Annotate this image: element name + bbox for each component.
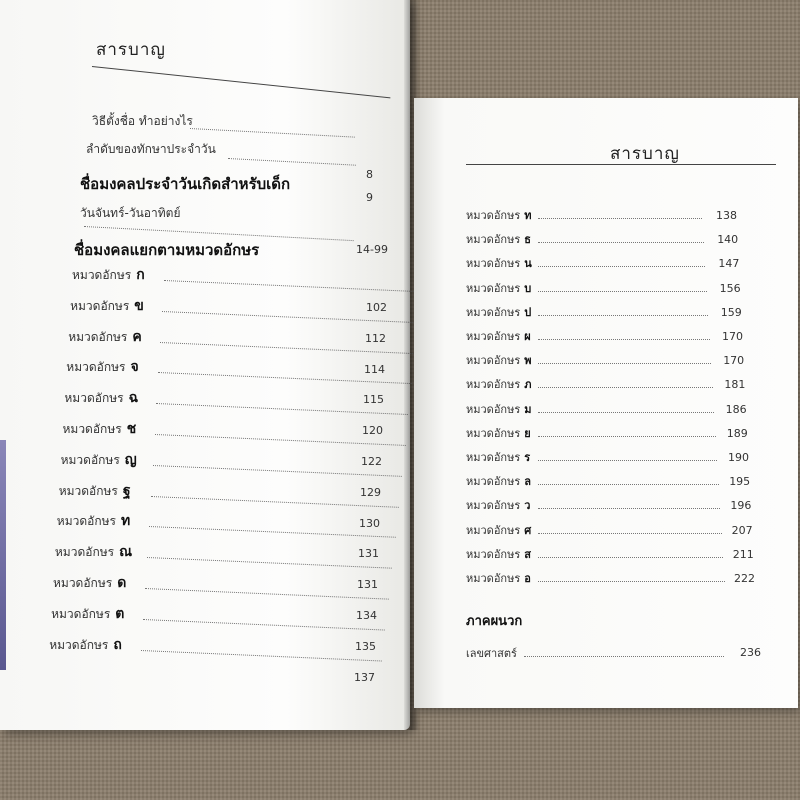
leader-dots: [228, 158, 356, 166]
category-prefix: หมวดอักษร: [58, 483, 118, 498]
toc-category-row: [466, 351, 532, 369]
leader-dots: [190, 128, 355, 138]
category-prefix: หมวดอักษร: [72, 268, 132, 282]
toc-entry-weekdays: วันจันทร์-วันอาทิตย์: [80, 206, 181, 220]
page-number: 9: [366, 191, 373, 204]
toc-category-row: [466, 279, 531, 297]
toc-category-row: [466, 327, 531, 345]
page-number: 190: [728, 451, 749, 464]
toc-category-row: [66, 356, 138, 378]
category-letter: ล: [524, 475, 531, 489]
page-number: 236: [740, 646, 761, 659]
title-rule: [466, 164, 776, 165]
category-prefix: หมวดอักษร: [466, 499, 521, 513]
category-letter: ผ: [524, 330, 531, 343]
leader-dots: [538, 557, 723, 558]
category-letter: ป: [524, 305, 532, 319]
category-prefix: หมวดอักษร: [64, 391, 124, 406]
category-prefix: หมวดอักษร: [466, 354, 521, 368]
leader-dots: [538, 460, 717, 461]
leader-dots: [143, 619, 385, 631]
category-letter: ค: [132, 328, 142, 345]
category-prefix: หมวดอักษร: [66, 360, 126, 375]
toc-category-row: [51, 603, 124, 625]
toc-category-row: [466, 569, 531, 587]
title-rule: [92, 66, 390, 98]
leader-dots: [145, 588, 388, 600]
category-letter: ท: [524, 209, 532, 222]
page-number: 211: [732, 547, 754, 561]
category-letter: ท: [120, 513, 131, 530]
left-page: [0, 0, 410, 730]
toc-category-row: [59, 480, 131, 502]
category-prefix: หมวดอักษร: [62, 422, 122, 436]
leader-dots: [538, 218, 702, 219]
category-letter: ว: [524, 499, 531, 513]
category-prefix: หมวดอักษร: [466, 547, 521, 561]
leader-dots: [538, 242, 704, 243]
section-birthday-names: ชื่อมงคลประจำวันเกิดสำหรับเด็ก: [80, 175, 291, 193]
page-number: 114: [364, 362, 385, 376]
toc-category-row: [466, 254, 532, 272]
toc-category-row: [53, 572, 126, 594]
page-number: 129: [360, 485, 381, 499]
toc-category-row: [466, 521, 531, 539]
book-cover-edge: [0, 440, 6, 670]
toc-category-row: [466, 375, 532, 393]
category-letter: พ: [524, 354, 532, 368]
category-letter: ณ: [119, 544, 133, 561]
category-prefix: หมวดอักษร: [49, 637, 109, 652]
category-prefix: หมวดอักษร: [466, 451, 521, 464]
category-letter: จ: [130, 359, 139, 376]
toc-entry-daily-order: ลำดับของทักษาประจำวัน: [86, 142, 216, 156]
page-number: 159: [720, 305, 742, 319]
category-prefix: หมวดอักษร: [51, 606, 111, 621]
leader-dots: [538, 412, 714, 413]
right-page-title: สารบาญ: [610, 144, 680, 164]
page-number: 195: [729, 475, 751, 489]
category-letter: ต: [115, 605, 125, 622]
page-number: 196: [730, 499, 752, 513]
toc-category-row: [466, 448, 530, 466]
leader-dots: [538, 508, 720, 509]
page-number: 181: [724, 378, 746, 392]
page-number: 135: [355, 639, 376, 653]
page-number: 137: [354, 670, 375, 684]
leader-dots: [538, 484, 719, 485]
category-letter: ย: [524, 426, 531, 440]
category-prefix: หมวดอักษร: [466, 305, 521, 319]
toc-entry-numerology: เลขศาสตร์: [466, 647, 517, 660]
page-number: 102: [366, 301, 387, 314]
page-number: 189: [726, 426, 748, 440]
page-number: 130: [359, 516, 380, 530]
category-letter: ถ: [113, 636, 122, 653]
category-prefix: หมวดอักษร: [56, 514, 116, 529]
category-letter: ช: [126, 421, 137, 437]
section-letter-categories: ชื่อมงคลแยกตามหมวดอักษร: [74, 241, 260, 259]
page-number: 147: [718, 257, 740, 271]
category-letter: อ: [524, 572, 531, 585]
category-prefix: หมวดอักษร: [466, 402, 521, 416]
page-number: 120: [362, 424, 383, 438]
category-letter: ธ: [524, 233, 531, 247]
category-prefix: หมวดอักษร: [466, 378, 521, 392]
category-letter: ภ: [524, 378, 532, 392]
category-letter: ฐ: [122, 482, 131, 499]
page-number: 207: [731, 523, 753, 537]
category-letter: ม: [524, 402, 532, 416]
leader-dots: [538, 436, 716, 437]
leader-dots: [538, 387, 713, 388]
page-number: 134: [356, 609, 377, 622]
category-prefix: หมวดอักษร: [466, 523, 521, 537]
toc-category-row: [466, 230, 531, 248]
toc-category-row: [63, 418, 137, 440]
page-number: 222: [734, 572, 755, 585]
leader-dots: [538, 315, 708, 316]
category-prefix: หมวดอักษร: [466, 281, 521, 295]
category-prefix: หมวดอักษร: [68, 329, 128, 344]
page-number: 8: [366, 168, 373, 181]
page-number: 170: [723, 354, 745, 368]
toc-category-row: [70, 295, 144, 317]
toc-category-row: [466, 206, 532, 224]
toc-category-row: [49, 634, 122, 656]
category-letter: ก: [136, 267, 145, 283]
category-letter: ส: [524, 547, 531, 561]
category-prefix: หมวดอักษร: [466, 426, 521, 440]
right-page: [414, 98, 798, 708]
section-appendix: ภาคผนวก: [466, 614, 523, 629]
leader-dots: [538, 339, 710, 340]
category-letter: ญ: [124, 451, 137, 468]
category-prefix: หมวดอักษร: [53, 576, 113, 590]
category-prefix: หมวดอักษร: [466, 257, 521, 271]
category-letter: ฉ: [128, 390, 139, 407]
category-prefix: หมวดอักษร: [466, 233, 521, 247]
toc-category-row: [466, 545, 531, 563]
toc-category-row: [64, 387, 138, 409]
toc-category-row: [68, 326, 142, 348]
page-number: 131: [357, 578, 378, 592]
toc-category-row: [466, 400, 532, 418]
page-number: 140: [717, 233, 739, 247]
category-letter: บ: [524, 281, 532, 295]
leader-dots: [538, 363, 711, 364]
page-number: 170: [722, 330, 743, 343]
leader-dots: [164, 280, 422, 292]
page-number: 115: [363, 393, 384, 407]
category-letter: ร: [524, 451, 531, 464]
page-number: 156: [719, 281, 741, 295]
left-page-title: สารบาญ: [96, 40, 166, 60]
toc-category-row: [61, 449, 137, 471]
page-number: 186: [725, 402, 747, 416]
page-number: 112: [365, 331, 386, 345]
toc-category-row: [466, 303, 531, 321]
leader-dots: [538, 581, 725, 582]
category-prefix: หมวดอักษร: [466, 209, 521, 222]
page-number: 14-99: [356, 243, 388, 256]
leader-dots: [147, 557, 392, 569]
leader-dots: [141, 650, 382, 662]
leader-dots: [524, 656, 724, 657]
category-prefix: หมวดอักษร: [70, 298, 130, 313]
category-prefix: หมวดอักษร: [466, 330, 521, 343]
category-letter: น: [524, 257, 532, 271]
page-number: 122: [361, 455, 382, 468]
toc-category-row: [466, 496, 530, 514]
toc-category-row: [57, 510, 130, 532]
category-prefix: หมวดอักษร: [60, 452, 120, 467]
page-number: 131: [358, 547, 379, 561]
leader-dots: [538, 291, 707, 292]
toc-entry-naming: วิธีตั้งชื่อ ทำอย่างไร: [92, 114, 193, 128]
toc-category-row: [466, 424, 531, 442]
category-prefix: หมวดอักษร: [466, 572, 521, 585]
leader-dots: [538, 266, 705, 267]
category-prefix: หมวดอักษร: [466, 475, 521, 489]
toc-category-row: [466, 472, 531, 490]
category-letter: ข: [134, 297, 144, 314]
category-letter: ศ: [524, 523, 532, 537]
category-prefix: หมวดอักษร: [54, 545, 115, 560]
toc-category-row: [72, 264, 145, 286]
leader-dots: [538, 533, 722, 534]
toc-category-row: [55, 541, 132, 563]
category-letter: ด: [117, 575, 127, 591]
page-number: 138: [716, 209, 737, 222]
